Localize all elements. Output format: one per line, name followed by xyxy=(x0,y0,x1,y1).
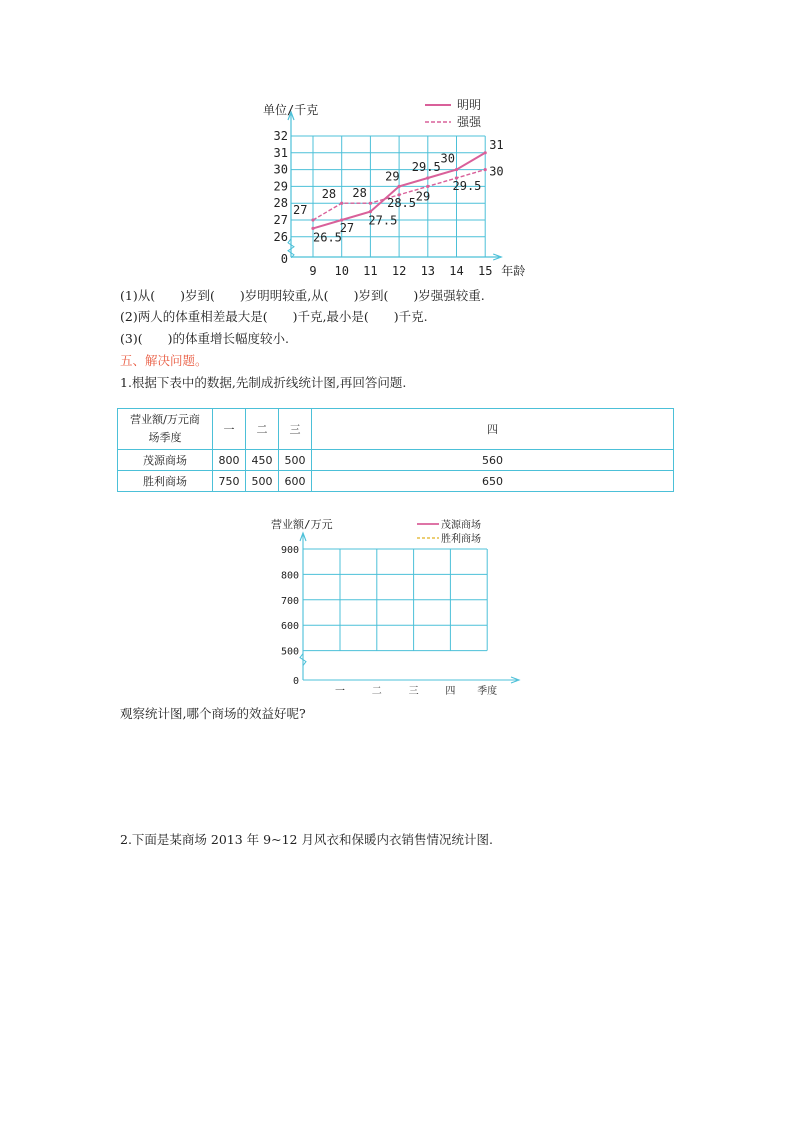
x-tick-label: 四 xyxy=(445,686,456,697)
data-point xyxy=(484,151,487,154)
data-point xyxy=(426,176,429,179)
data-label-mingming: 26.5 xyxy=(313,230,342,245)
x-tick-label: 三 xyxy=(408,686,419,697)
x-tick-label: 12 xyxy=(391,264,407,278)
x-tick-label: 15 xyxy=(477,264,493,278)
y-tick-label: 32 xyxy=(273,129,288,143)
data-point xyxy=(340,202,343,205)
table-header-row xyxy=(118,409,674,450)
header-quarter: 二 xyxy=(246,409,279,450)
table-cell: 500 xyxy=(279,450,312,471)
header-line-1: 营业额/万元商 xyxy=(130,413,200,426)
row-name: 茂源商场 xyxy=(118,450,213,471)
legend-label: 强强 xyxy=(457,115,482,129)
y-axis-title: 营业额/万元 xyxy=(271,518,333,531)
data-point xyxy=(484,168,487,171)
x-tick-label: 一 xyxy=(335,686,345,697)
x-axis-title: 年龄 xyxy=(501,264,526,278)
y-tick-label: 31 xyxy=(273,145,288,160)
y-tick-label: 26 xyxy=(273,229,288,244)
data-label-mingming: 29.5 xyxy=(411,160,441,174)
data-label-qiangqiang: 27 xyxy=(293,203,308,217)
x-tick-label: 9 xyxy=(309,264,317,278)
question-2: (2)两人的体重相差最大是( )千克,最小是( )千克. xyxy=(120,309,428,324)
table-header-corner xyxy=(118,409,213,450)
y-tick-label: 28 xyxy=(273,196,288,211)
revenue-blank-chart xyxy=(265,515,535,700)
problem-1: 1.根据下表中的数据,先制成折线统计图,再回答问题. xyxy=(120,375,407,390)
x-tick-label: 二 xyxy=(371,686,382,697)
table-cell: 450 xyxy=(246,450,279,471)
data-point xyxy=(455,168,458,171)
data-point xyxy=(369,202,372,205)
y-tick-label: 30 xyxy=(273,162,288,177)
table-cell: 650 xyxy=(312,471,674,492)
header-line-2: 场季度 xyxy=(148,431,182,444)
table-cell: 800 xyxy=(213,450,246,471)
header-quarter: 四 xyxy=(312,409,674,450)
data-point xyxy=(426,185,429,188)
x-tick-label: 11 xyxy=(363,264,378,278)
problem-2: 2.下面是某商场 2013 年 9~12 月风衣和保暖内衣销售情况统计图. xyxy=(120,832,493,847)
chart-legend xyxy=(417,518,481,545)
x-tick-label: 10 xyxy=(334,264,349,278)
table-row xyxy=(118,450,674,471)
section-title: 五、解决问题。 xyxy=(120,353,208,368)
chart-data-labels xyxy=(293,138,504,245)
revenue-table xyxy=(117,408,674,492)
data-label-qiangqiang: 28 xyxy=(352,186,367,201)
x-tick-label: 14 xyxy=(449,264,464,278)
y-axis-title: 单位/千克 xyxy=(263,103,319,117)
data-label-qiangqiang: 28 xyxy=(321,187,337,202)
y-tick-label: 27 xyxy=(273,213,288,227)
observe-question: 观察统计图,哪个商场的效益好呢? xyxy=(120,706,306,721)
table-cell: 750 xyxy=(213,471,246,492)
table-cell: 560 xyxy=(312,450,674,471)
weight-line-chart xyxy=(255,92,545,282)
table-row xyxy=(118,471,674,492)
y-tick-label: 500 xyxy=(280,646,299,658)
y-tick-label: 0 xyxy=(280,252,288,266)
legend-label: 明明 xyxy=(457,98,482,112)
question-3: (3)( )的体重增长幅度较小. xyxy=(120,331,289,346)
data-label-mingming: 27 xyxy=(339,221,355,235)
y-tick-label: 700 xyxy=(280,595,299,607)
y-tick-label: 800 xyxy=(280,570,299,582)
y-tick-label: 29 xyxy=(273,179,288,194)
row-name: 胜利商场 xyxy=(118,471,213,492)
table-cell: 600 xyxy=(279,471,312,492)
data-point xyxy=(311,218,314,221)
y-tick-label: 900 xyxy=(280,545,299,556)
chart-grid xyxy=(303,549,487,651)
chart-axes xyxy=(271,517,519,697)
data-label-qiangqiang: 30 xyxy=(489,164,504,179)
data-point xyxy=(398,185,401,188)
data-label-qiangqiang: 28.5 xyxy=(387,195,417,210)
legend-label: 茂源商场 xyxy=(441,520,481,531)
data-label-qiangqiang: 29.5 xyxy=(452,179,482,193)
data-label-qiangqiang: 29 xyxy=(415,189,431,204)
table-cell: 500 xyxy=(246,471,279,492)
data-label-mingming: 29 xyxy=(385,169,400,184)
data-label-mingming: 27.5 xyxy=(368,213,398,228)
data-label-mingming: 30 xyxy=(440,151,455,166)
y-tick-label: 0 xyxy=(292,676,299,687)
chart-legend xyxy=(425,98,482,129)
legend-label: 胜利商场 xyxy=(441,534,481,545)
x-tick-label: 13 xyxy=(420,264,436,278)
header-quarter: 一 xyxy=(213,409,246,450)
data-label-mingming: 31 xyxy=(489,137,504,152)
question-1: (1)从( )岁到( )岁明明较重,从( )岁到( )岁强强较重. xyxy=(120,288,485,303)
header-quarter: 三 xyxy=(279,409,312,450)
y-tick-label: 600 xyxy=(280,621,299,633)
x-tick-label: 季度 xyxy=(477,686,498,697)
